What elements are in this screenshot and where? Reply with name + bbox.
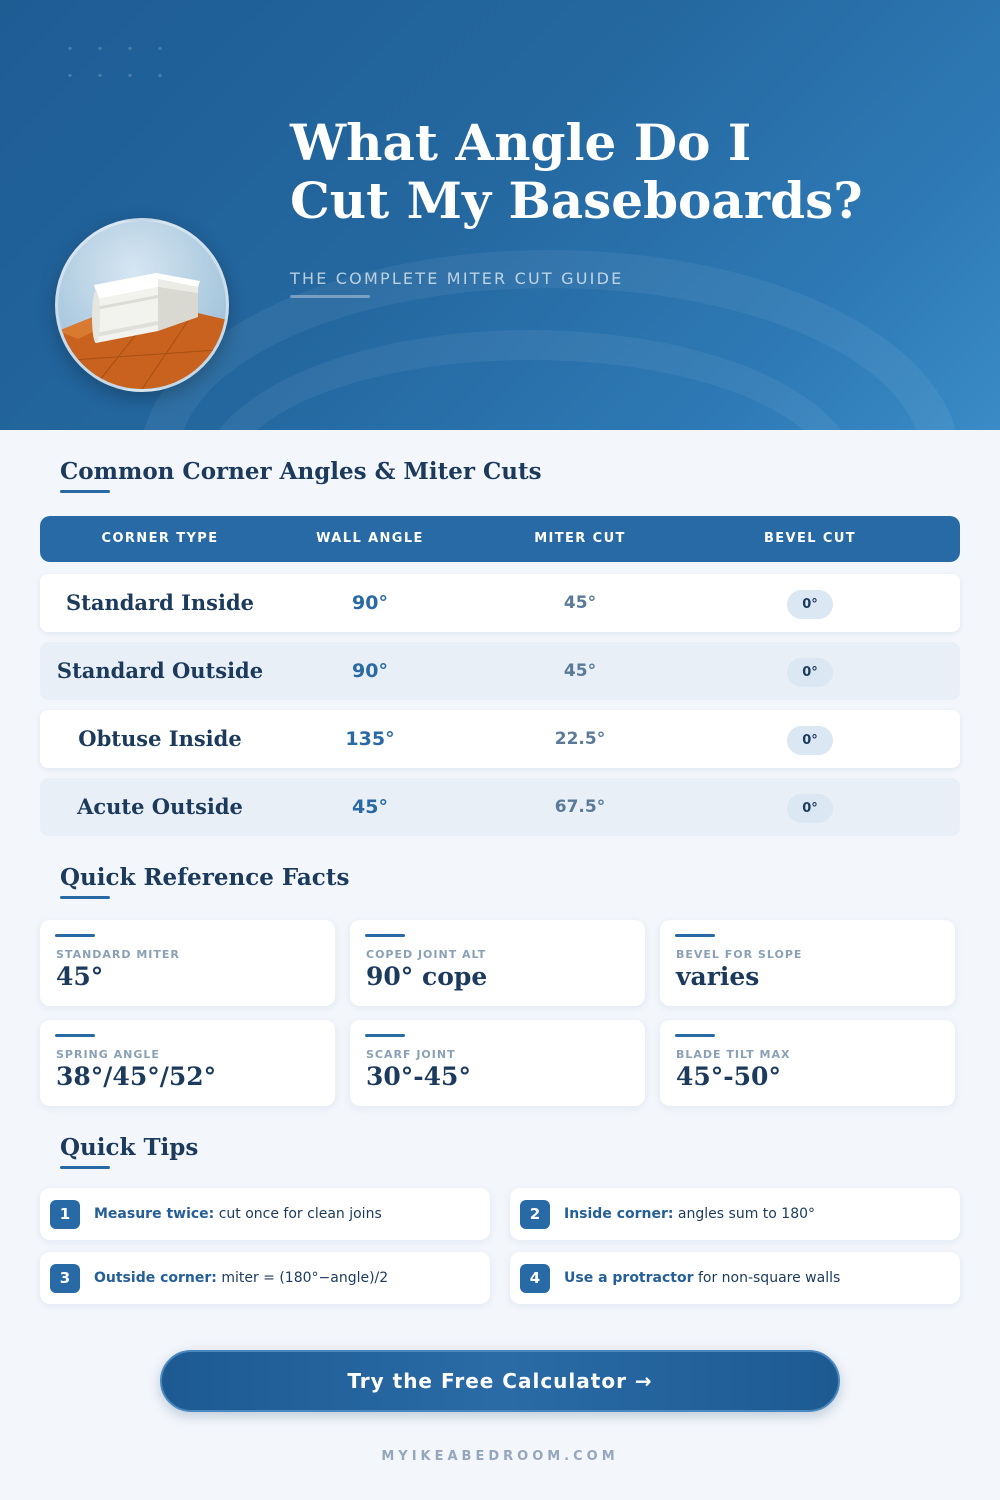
fact-card-bevel-slope bbox=[660, 920, 955, 1006]
section-underline bbox=[60, 490, 110, 493]
tip-card bbox=[40, 1252, 490, 1304]
page-title-line-2: Cut My Baseboards? bbox=[290, 171, 863, 230]
wall-angle-cell: 135° bbox=[345, 728, 395, 750]
bevel-cut-badge: 0° bbox=[787, 726, 833, 755]
tip-number-badge: 4 bbox=[520, 1264, 550, 1293]
corner-type-cell: Obtuse Inside bbox=[78, 726, 242, 751]
fact-card-scarf-joint bbox=[350, 1020, 645, 1106]
card-accent-bar bbox=[675, 1034, 715, 1037]
tip-text bbox=[94, 1252, 388, 1304]
miter-cut-cell: 45° bbox=[563, 593, 597, 613]
tip-text bbox=[94, 1188, 382, 1240]
page-title bbox=[290, 114, 930, 230]
tip-body-text: miter = (180°−angle)/2 bbox=[216, 1270, 389, 1286]
wall-angle-cell: 90° bbox=[352, 660, 388, 682]
wall-angle-cell: 45° bbox=[352, 796, 388, 818]
tip-card bbox=[40, 1188, 490, 1240]
section-title-tips: Quick Tips bbox=[60, 1134, 199, 1161]
column-header-miter-cut: MITER CUT bbox=[534, 531, 626, 546]
free-calculator-button[interactable]: Try the Free Calculator → bbox=[160, 1350, 840, 1412]
card-accent-bar bbox=[55, 1034, 95, 1037]
section-underline bbox=[60, 1166, 110, 1169]
hero-banner bbox=[0, 0, 1000, 430]
fact-card-standard-miter bbox=[40, 920, 335, 1006]
section-underline bbox=[60, 896, 110, 899]
baseboard-corner-illustration bbox=[55, 218, 229, 392]
tip-bold-text: Inside corner: bbox=[564, 1206, 674, 1222]
column-header-wall-angle: WALL ANGLE bbox=[316, 531, 424, 546]
fact-card-coped-joint bbox=[350, 920, 645, 1006]
column-header-corner-type: CORNER TYPE bbox=[101, 531, 219, 546]
section-title-angles: Common Corner Angles & Miter Cuts bbox=[60, 458, 542, 485]
tip-body-text: cut once for clean joins bbox=[214, 1206, 382, 1222]
decorative-dot-grid bbox=[55, 35, 165, 95]
page-subtitle: THE COMPLETE MITER CUT GUIDE bbox=[290, 269, 624, 288]
fact-card-blade-tilt bbox=[660, 1020, 955, 1106]
table-row bbox=[40, 574, 960, 632]
bevel-cut-badge: 0° bbox=[787, 590, 833, 619]
fact-card-spring-angle bbox=[40, 1020, 335, 1106]
fact-label: STANDARD MITER bbox=[56, 948, 180, 961]
column-header-bevel-cut: BEVEL CUT bbox=[763, 531, 857, 546]
miter-cut-cell: 67.5° bbox=[554, 797, 606, 817]
fact-label: SPRING ANGLE bbox=[56, 1048, 160, 1061]
tip-body-text: angles sum to 180° bbox=[673, 1206, 816, 1222]
subtitle-underline bbox=[290, 295, 370, 298]
tip-number-badge: 3 bbox=[50, 1264, 80, 1293]
fact-value: 90° cope bbox=[366, 962, 488, 991]
tip-card bbox=[510, 1188, 960, 1240]
card-accent-bar bbox=[365, 1034, 405, 1037]
tip-text bbox=[564, 1252, 840, 1304]
site-footer-url: MYIKEABEDROOM.COM bbox=[381, 1449, 619, 1464]
table-row bbox=[40, 642, 960, 700]
section-title-facts: Quick Reference Facts bbox=[60, 864, 350, 891]
fact-label: BLADE TILT MAX bbox=[676, 1048, 791, 1061]
miter-cut-cell: 45° bbox=[563, 661, 597, 681]
tip-bold-text: Outside corner: bbox=[94, 1270, 217, 1286]
fact-value: 45°-50° bbox=[676, 1062, 781, 1091]
tip-bold-text: Use a protractor bbox=[564, 1270, 694, 1286]
fact-value: varies bbox=[676, 962, 760, 991]
wall-angle-cell: 90° bbox=[352, 592, 388, 614]
fact-value: 45° bbox=[56, 962, 104, 991]
page-title-line-1: What Angle Do I bbox=[290, 113, 752, 172]
fact-label: COPED JOINT ALT bbox=[366, 948, 487, 961]
fact-label: BEVEL FOR SLOPE bbox=[676, 948, 803, 961]
tip-body-text: for non-square walls bbox=[693, 1270, 841, 1286]
card-accent-bar bbox=[55, 934, 95, 937]
corner-type-cell: Standard Inside bbox=[65, 590, 255, 615]
miter-cut-cell: 22.5° bbox=[554, 729, 606, 749]
table-row bbox=[40, 778, 960, 836]
corner-type-cell: Standard Outside bbox=[56, 658, 264, 683]
card-accent-bar bbox=[675, 934, 715, 937]
tip-bold-text: Measure twice: bbox=[94, 1206, 215, 1222]
tip-number-badge: 2 bbox=[520, 1200, 550, 1229]
bevel-cut-badge: 0° bbox=[787, 794, 833, 823]
fact-label: SCARF JOINT bbox=[366, 1048, 456, 1061]
bevel-cut-badge: 0° bbox=[787, 658, 833, 687]
tip-text bbox=[564, 1188, 815, 1240]
fact-value: 30°-45° bbox=[366, 1062, 471, 1091]
fact-value: 38°/45°/52° bbox=[56, 1062, 217, 1091]
corner-type-cell: Acute Outside bbox=[77, 794, 243, 819]
card-accent-bar bbox=[365, 934, 405, 937]
tip-number-badge: 1 bbox=[50, 1200, 80, 1229]
tip-card bbox=[510, 1252, 960, 1304]
table-row bbox=[40, 710, 960, 768]
angles-table-header bbox=[40, 516, 960, 562]
